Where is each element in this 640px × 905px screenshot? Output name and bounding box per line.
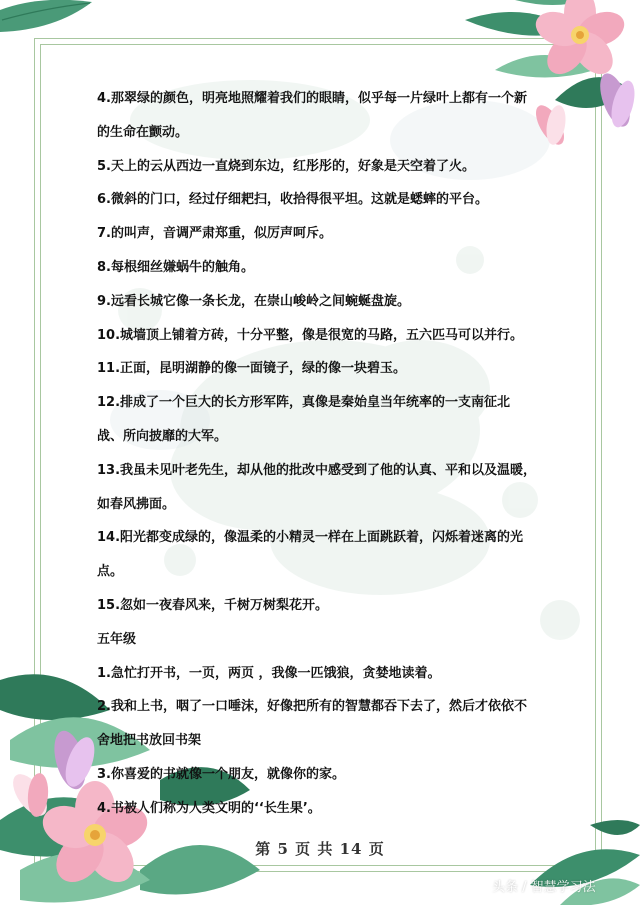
text-line: 11.正面，昆明湖静的像一面镜子，绿的像一块碧玉。 [97,361,407,377]
text-line: 点。 [97,564,124,580]
text-line: 13.我虽未见叶老先生，却从他的批改中感受到了他的认真、平和以及温暖， [97,462,537,478]
text-line: 12.排成了一个巨大的长方形军阵，真像是秦始皇当年统率的一支南征北 [97,395,511,411]
text-line: 战、所向披靡的大军。 [97,428,228,444]
text-line: 1.急忙打开书，一页，两页 ，我像一匹饿狼，贪婪地读着。 [97,665,441,681]
text-line: 15.忽如一夜春风来，千树万树梨花开。 [97,597,329,613]
source-watermark: 头条 / 智慧学习法 [492,880,596,895]
text-line: 的生命在颤动。 [97,124,189,140]
text-line: 8.每根细丝嫌蜗牛的触角。 [97,259,254,275]
text-line: 3.你喜爱的书就像一个朋友，就像你的家。 [97,766,345,782]
text-line: 14.阳光都变成绿的，像温柔的小精灵一样在上面跳跃着，闪烁着迷离的光 [97,530,524,546]
document-body [97,82,557,826]
text-line: 5.天上的云从西边一直烧到东边，红彤彤的，好象是天空着了火。 [97,158,475,174]
text-line: 6.微斜的门口，经过仔细耙扫，收拾得很平坦。这就是蟋蟀的平台。 [97,192,488,208]
text-line: 4.那翠绿的颜色，明亮地照耀着我们的眼睛，似乎每一片绿叶上都有一个新 [97,91,527,106]
text-line: 4.书被人们称为人类文明的‘‘长生果’。 [97,800,321,816]
text-line: 2.我和上书，咽了一口唾沫，好像把所有的智慧都吞下去了，然后才依依不 [97,699,527,715]
leaf-decoration-icon [0,0,95,40]
text-line: 10.城墙顶上铺着方砖，十分平整，像是很宽的马路，五六匹马可以并行。 [97,327,524,343]
text-line: 如春风拂面。 [97,496,176,512]
page-number: 第 5 页 共 14 页 [255,840,385,858]
text-line: 7.的叫声，音调严肃郑重，似厉声呵斥。 [97,226,332,242]
text-line: 舍地把书放回书架 [97,733,202,749]
text-line: 9.远看长城它像一条长龙，在崇山峻岭之间蜿蜒盘旋。 [97,293,410,309]
section-title: 五年级 [97,631,137,647]
